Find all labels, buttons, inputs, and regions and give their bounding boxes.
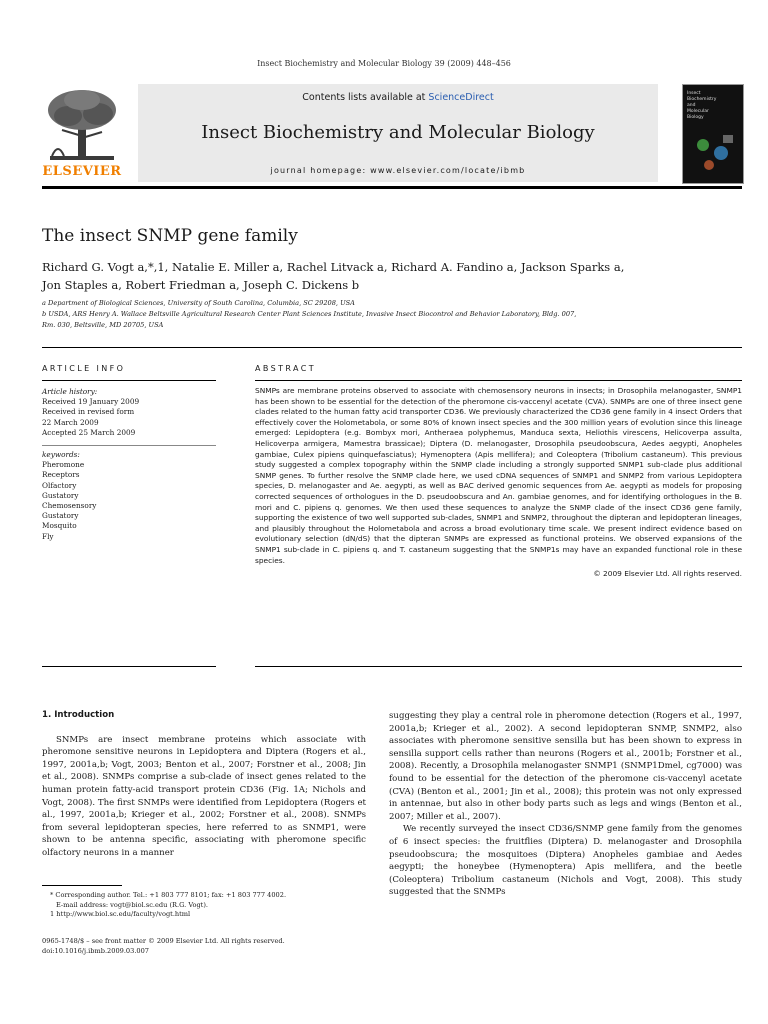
keyword: Mosquito — [42, 521, 77, 531]
article-info-label: ARTICLE INFO — [42, 364, 126, 373]
affiliation-a: a Department of Biological Sciences, University of South Carolina, Columbia, SC 29208, USA — [42, 299, 355, 307]
keyword: Gustatory — [42, 511, 79, 521]
sciencedirect-link[interactable]: ScienceDirect — [428, 92, 494, 103]
article-info-bottom-rule — [42, 666, 216, 667]
journal-homepage[interactable]: journal homepage: www.elsevier.com/locate/ibmb — [270, 166, 526, 175]
article-history — [42, 387, 216, 438]
body-right-column — [389, 710, 742, 899]
article-info — [42, 364, 216, 542]
article-info-rule — [42, 380, 216, 381]
keyword: Receptors — [42, 470, 80, 480]
publisher-wordmark: ELSEVIER — [42, 164, 122, 179]
masthead — [42, 84, 742, 186]
affiliation-b-cont: Rm. 030, Beltsville, MD 20705, USA — [42, 321, 164, 329]
history-item: 22 March 2009 — [42, 417, 99, 427]
keyword: Gustatory — [42, 490, 79, 500]
history-item: Accepted 25 March 2009 — [42, 427, 136, 437]
cover-title: Insect Biochemistry and Molecular Biology — [687, 91, 717, 120]
footnote-rule — [42, 885, 122, 886]
keywords-heading: keywords: — [42, 450, 80, 460]
keywords — [42, 450, 216, 542]
abstract-section — [255, 364, 742, 578]
masthead-rule — [42, 186, 742, 189]
keyword: Fly — [42, 531, 54, 541]
abstract-bottom-rule — [255, 666, 742, 667]
journal-title: Insect Biochemistry and Molecular Biology — [201, 122, 595, 143]
history-item: Received 19 January 2009 — [42, 397, 140, 407]
body-left-column — [42, 709, 366, 860]
masthead-banner — [138, 84, 658, 182]
header-divider — [42, 347, 742, 348]
issn-line: 0965-1748/$ – see front matter © 2009 Elsevier Ltd. All rights reserved. — [42, 937, 285, 945]
right-paragraph-1: suggesting they play a central role in pheromone detection (Rogers et al., 1997, 2001a,b; Krieger et al., 2002). A second lepidopteran SNMP, SNMP2, also associates with pheromone sensitive sensilla but has been shown to express in sensilla support cells rather than neurons (Rogers et al., 2001b; Forstner et al., 2008). Recently, a Drosophila melanogaster SNMP1 (SNMP1Dmel, cg7000) was found to be essential for the detection of the pheromone cis-vaccenyl acetate (CVA) (Benton et al., 2001; Jin et al., 2008); this protein was not only expressed in antennae, but also in other body parts such as legs and wings (Benton et al., 2007; Miller et al., 2007). — [389, 711, 742, 822]
footnotes — [42, 891, 366, 920]
article-title: The insect SNMP gene family — [42, 226, 298, 246]
cover-image-icon — [689, 131, 737, 175]
keywords-rule — [42, 445, 216, 446]
affiliations — [42, 298, 742, 331]
abstract-label: ABSTRACT — [255, 364, 317, 373]
contents-prefix: Contents lists available at — [302, 92, 429, 103]
right-paragraph-2: We recently surveyed the insect CD36/SNMP gene family from the genomes of 6 insect species: the fruitflies (Diptera) D. melanogaster and Drosophila pseudoobscura; the mosquitoes (Diptera) Anopheles gambiae and Aedes aegypti; the honeybee (Hymenoptera) Apis mellifera, and the beetle (Coleoptera) Tribolium castaneum (Nichols and Vogt, 2008). This study suggested that the SNMPs — [389, 824, 742, 898]
keyword: Chemosensory — [42, 501, 97, 511]
author-list — [42, 258, 722, 294]
abstract-copyright: © 2009 Elsevier Ltd. All rights reserved. — [593, 569, 742, 579]
journal-citation: Insect Biochemistry and Molecular Biology 39 (2009) 448–456 — [257, 59, 511, 68]
history-item: Received in revised form — [42, 407, 135, 417]
keyword: Pheromone — [42, 460, 85, 470]
journal-cover-thumbnail — [682, 84, 744, 184]
abstract-rule — [255, 380, 742, 381]
footnote-email[interactable]: E-mail address: vogt@biol.sc.edu (R.G. Vogt). — [56, 900, 208, 909]
doi-line[interactable]: doi:10.1016/j.ibmb.2009.03.007 — [42, 946, 149, 955]
contents-availability — [138, 92, 658, 103]
abstract-text: SNMPs are membrane proteins observed to associate with chemosensory neurons in insects; in Drosophila melanogaster, SNMP1 has been shown to be essential for the detection of the pheromone cis-vaccenyl acetate (CVA). SNMPs are one of three insect gene clades related to the human fatty acid transporter CD36. We previously characterized the CD36 gene family in 4 insect Orders that effectively cover the Holometabola, or some 80% of known insect species and the 300 million years of evolution since this lineage emerged: Lepidoptera (e.g. Bombyx mori, Antheraea polyphemus, Manduca sexta, Heliothis virescens, Helicoverpa assulta, Helicoverpa armigera, Mamestra brassicae); Diptera (D. melanogaster, Drosophila pseudoobscura, Aedes aegypti, Anopheles gambiae, Culex pipiens quinquefasciatus); Hymenoptera (Apis mellifera); and Coleoptera (Tribolium castaneum). This previous study suggested a complex topography within the SNMP clade including a strongly supported SNMP1 sub-clade plus additional SNMP genes. To further resolve the SNMP clade here, we used cDNA sequences of SNMP1 and SNMP2 from various Lepidoptera species, D. melanogaster and Ae. aegypti, as well as BAC derived genomic sequences from Ae. aegypti as models for proposing corrected sequences of orthologues in the D. pseudoobscura and An. gambiae genomes, and for identifying orthologues in the B. mori and C. pipiens q. genomes. We then used these sequences to analyze the SNMP clade of the insect CD36 gene family, supporting the existence of two well supported sub-clades, SNMP1 and SNMP2, throughout the dipteran and lepidopteran lineages, and plausibly throughout the Holometabola and across a broad evolutionary time scale. We present indirect evidence based on evolutionary selection (dN/dS) that the dipteran SNMPs are expressed as functional proteins. We observed expansions of the SNMP1 sub-clade in C. pipiens q. and T. castaneum suggesting that the SNMP1s may have an expanded functional role in these species. — [255, 386, 742, 565]
history-heading: Article history: — [42, 387, 98, 396]
keyword: Olfactory — [42, 480, 77, 490]
front-matter — [42, 937, 366, 956]
section-heading-introduction: 1. Introduction — [42, 710, 115, 720]
intro-paragraph: SNMPs are insect membrane proteins which associate with pheromone sensitive neurons in Lepidoptera and Diptera (Rogers et al., 1997, 2001a,b; Vogt, 2003; Benton et al., 2007; Forstner et al., 2008; Jin et al., 2008). SNMPs comprise a sub-clade of insect genes related to the human protein fatty-acid transport protein CD36 (Fig. 1A; Nichols and Vogt, 2008). The first SNMPs were identified from Lepidoptera (Rogers et al., 1997, 2001a,b; Krieger et al., 2002; Forstner et al., 2008). SNMPs from several lepidopteran species, here referred to as SNMP1, were shown to be antenna specific, associating with pheromone specific olfactory neurons in a manner — [42, 734, 366, 858]
authors-line-2: Jon Staples a, Robert Friedman a, Joseph C. Dickens b — [42, 278, 360, 292]
authors-line-1: Richard G. Vogt a,*,1, Natalie E. Miller a, Rachel Litvack a, Richard A. Fandino a, Jackson Sparks a, — [42, 260, 625, 274]
footnote-url[interactable]: 1 http://www.biol.sc.edu/faculty/vogt.html — [50, 910, 191, 918]
affiliation-b: b USDA, ARS Henry A. Wallace Beltsville Agricultural Research Center Plant Sciences Institute, Invasive Insect Biocontrol and Behavior Laboratory, Bldg. 007, — [42, 310, 577, 318]
footnote-corresponding: * Corresponding author. Tel.: +1 803 777 8101; fax: +1 803 777 4002. — [50, 891, 287, 899]
